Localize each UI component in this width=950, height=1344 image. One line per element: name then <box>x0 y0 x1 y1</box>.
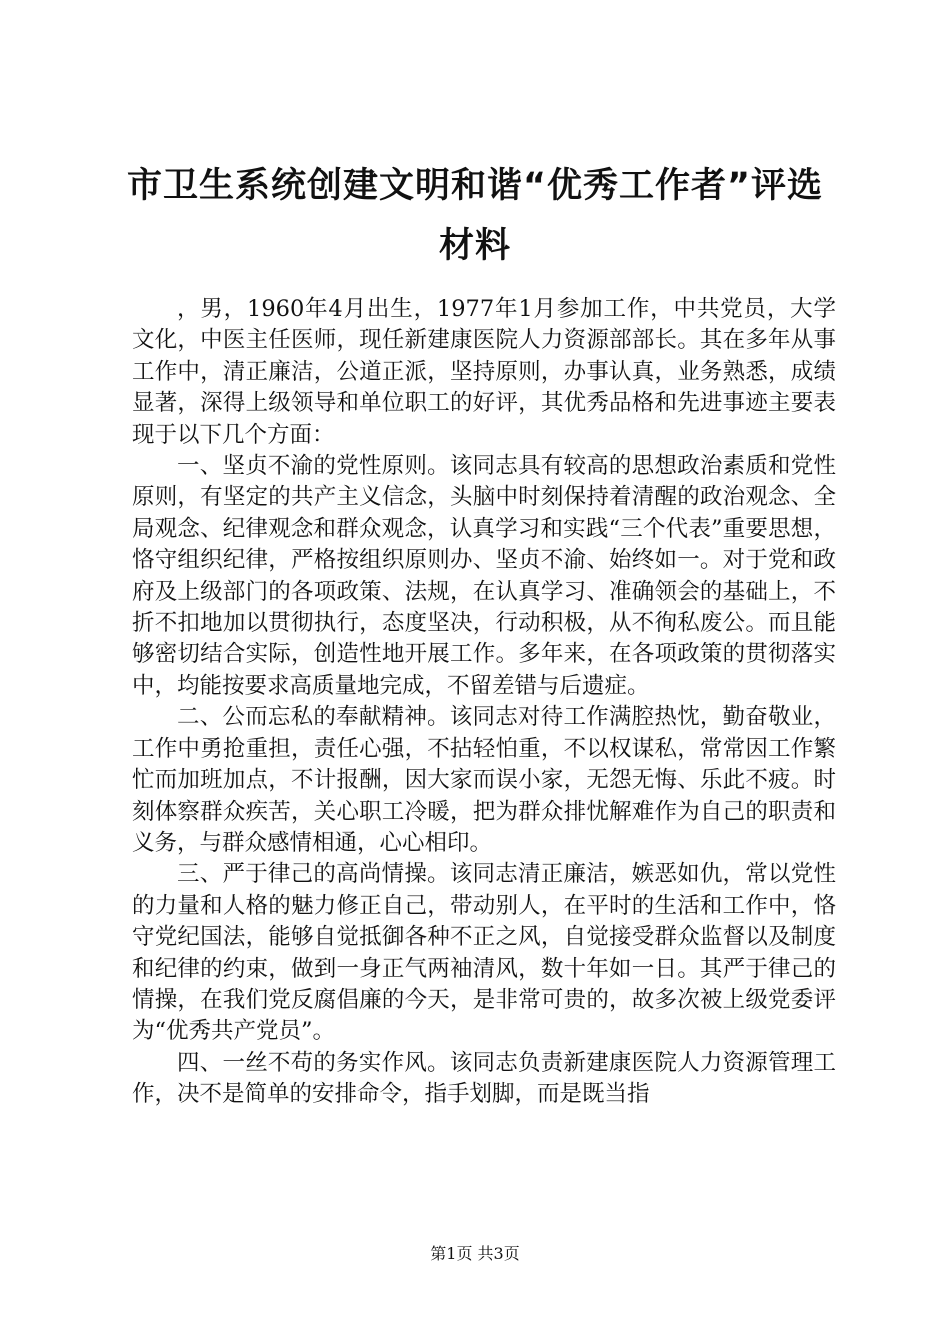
paragraph-section-3: 三、严于律己的高尚情操。该同志清正廉洁，嫉恶如仇，常以党性的力量和人格的魅力修正自己，带动别人，在平时的生活和工作中，恪守党纪国法，能够自觉抵御各种不正之风，自觉接受群众监督以及制度和纪律的约束，做到一身正气两袖清风，数十年如一日。其严于律己的情操，在我们党反腐倡廉的今天，是非常可贵的，故多次被上级党委评为“优秀共产党员”。 <box>132 861 836 1045</box>
paragraph-section-1: 一、坚贞不渝的党性原则。该同志具有较高的思想政治素质和党性原则，有坚定的共产主义信念，头脑中时刻保持着清醒的政治观念、全局观念、纪律观念和群众观念，认真学习和实践“三个代表”重要思想，恪守组织纪律，严格按组织原则办、坚贞不渝、始终如一。对于党和政府及上级部门的各项政策、法规，在认真学习、准确领会的基础上，不折不扣地加以贯彻执行，态度坚决，行动积极，从不徇私废公。而且能够密切结合实际，创造性地开展工作。多年来，在各项政策的贯彻落实中，均能按要求高质量地完成，不留差错与后遗症。 <box>132 453 836 699</box>
page-number-footer: 第1页 共3页 <box>430 1244 520 1263</box>
paragraph-section-4: 四、一丝不苟的务实作风。该同志负责新建康医院人力资源管理工作，决不是简单的安排命令，指手划脚，而是既当指 <box>132 1049 836 1108</box>
paragraph-section-2: 二、公而忘私的奉献精神。该同志对待工作满腔热忱，勤奋敬业，工作中勇抢重担，责任心强，不拈轻怕重，不以权谋私，常常因工作繁忙而加班加点，不计报酬，因大家而误小家，无怨无悔、乐此不疲。时刻体察群众疾苦，关心职工冷暖，把为群众排忧解难作为自己的职责和义务，与群众感情相通，心心相印。 <box>132 704 836 856</box>
document-title: 市卫生系统创建文明和谐“优秀工作者”评选材料 <box>126 166 823 266</box>
document-body <box>132 294 836 1111</box>
paragraph-intro: ，男，1960年4月出生，1977年1月参加工作，中共党员，大学文化，中医主任医师，现任新建康医院人力资源部部长。其在多年从事工作中，清正廉洁，公道正派，坚持原则，办事认真，业务熟悉，成绩显著，深得上级领导和单位职工的好评，其优秀品格和先进事迹主要表现于以下几个方面： <box>132 296 836 448</box>
